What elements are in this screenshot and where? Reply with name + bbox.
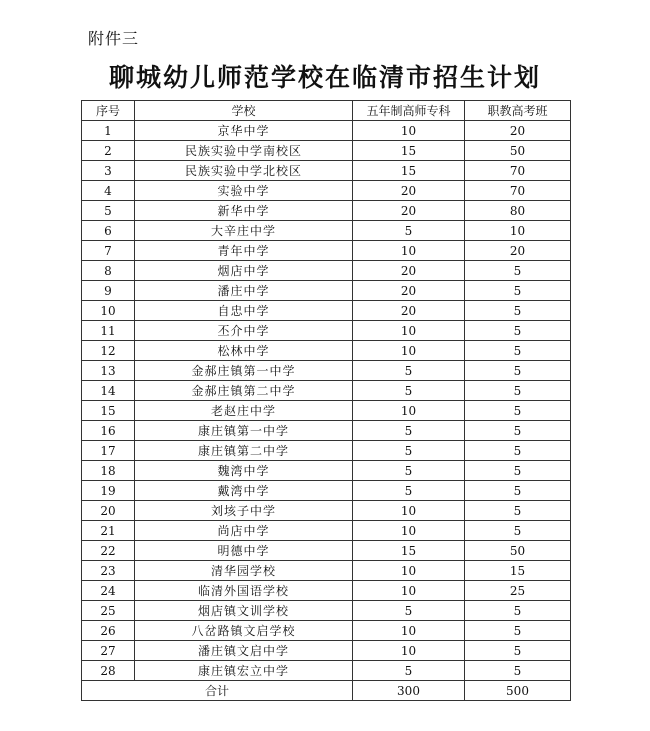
cell-vocational: 5 (465, 461, 571, 481)
cell-vocational: 50 (465, 541, 571, 561)
cell-index: 1 (82, 121, 135, 141)
cell-index: 7 (82, 241, 135, 261)
cell-school: 民族实验中学南校区 (135, 141, 353, 161)
cell-index: 27 (82, 641, 135, 661)
cell-school: 金郝庄镇第一中学 (135, 361, 353, 381)
cell-vocational: 20 (465, 241, 571, 261)
cell-five-year: 5 (353, 361, 465, 381)
cell-index: 6 (82, 221, 135, 241)
cell-five-year: 5 (353, 441, 465, 461)
cell-five-year: 15 (353, 161, 465, 181)
table-row (82, 601, 571, 621)
totals-five-year: 300 (353, 681, 465, 701)
cell-school: 八岔路镇文启学校 (135, 621, 353, 641)
cell-school: 康庄镇第二中学 (135, 441, 353, 461)
cell-vocational: 5 (465, 621, 571, 641)
cell-five-year: 15 (353, 141, 465, 161)
cell-vocational: 5 (465, 501, 571, 521)
cell-school: 青年中学 (135, 241, 353, 261)
table-row (82, 641, 571, 661)
cell-school: 实验中学 (135, 181, 353, 201)
cell-five-year: 10 (353, 341, 465, 361)
cell-vocational: 5 (465, 381, 571, 401)
cell-school: 刘垓子中学 (135, 501, 353, 521)
table-row (82, 621, 571, 641)
cell-vocational: 70 (465, 181, 571, 201)
header-index: 序号 (82, 101, 135, 121)
cell-five-year: 10 (353, 241, 465, 261)
table-body (82, 121, 571, 681)
table-row (82, 301, 571, 321)
table-row (82, 261, 571, 281)
totals-vocational: 500 (465, 681, 571, 701)
cell-school: 魏湾中学 (135, 461, 353, 481)
cell-school: 金郝庄镇第二中学 (135, 381, 353, 401)
cell-five-year: 10 (353, 641, 465, 661)
cell-index: 11 (82, 321, 135, 341)
cell-vocational: 5 (465, 401, 571, 421)
cell-vocational: 5 (465, 421, 571, 441)
table-row (82, 161, 571, 181)
cell-five-year: 5 (353, 661, 465, 681)
table-row (82, 661, 571, 681)
cell-index: 24 (82, 581, 135, 601)
totals-label: 合计 (82, 681, 353, 701)
table-row (82, 241, 571, 261)
cell-school: 烟店镇文训学校 (135, 601, 353, 621)
cell-vocational: 70 (465, 161, 571, 181)
cell-vocational: 5 (465, 321, 571, 341)
cell-school: 康庄镇第一中学 (135, 421, 353, 441)
table-row (82, 281, 571, 301)
cell-five-year: 10 (353, 321, 465, 341)
table-row (82, 541, 571, 561)
enrollment-plan-table (81, 100, 571, 701)
table-row (82, 581, 571, 601)
cell-vocational: 5 (465, 301, 571, 321)
cell-school: 丕介中学 (135, 321, 353, 341)
cell-five-year: 10 (353, 521, 465, 541)
cell-vocational: 5 (465, 281, 571, 301)
table-row (82, 401, 571, 421)
table-header-row (82, 101, 571, 121)
cell-index: 26 (82, 621, 135, 641)
cell-index: 4 (82, 181, 135, 201)
cell-vocational: 20 (465, 121, 571, 141)
cell-vocational: 5 (465, 481, 571, 501)
table-row (82, 561, 571, 581)
table-row (82, 381, 571, 401)
cell-vocational: 15 (465, 561, 571, 581)
cell-five-year: 20 (353, 201, 465, 221)
table-row (82, 521, 571, 541)
cell-school: 康庄镇宏立中学 (135, 661, 353, 681)
cell-index: 22 (82, 541, 135, 561)
totals-row (82, 681, 571, 701)
header-vocational: 职教高考班 (465, 101, 571, 121)
cell-vocational: 25 (465, 581, 571, 601)
cell-vocational: 50 (465, 141, 571, 161)
cell-index: 16 (82, 421, 135, 441)
cell-index: 10 (82, 301, 135, 321)
cell-vocational: 5 (465, 661, 571, 681)
table-row (82, 441, 571, 461)
table-row (82, 501, 571, 521)
table-row (82, 141, 571, 161)
cell-five-year: 10 (353, 621, 465, 641)
cell-school: 戴湾中学 (135, 481, 353, 501)
cell-vocational: 5 (465, 361, 571, 381)
cell-school: 清华园学校 (135, 561, 353, 581)
table-row (82, 181, 571, 201)
cell-index: 8 (82, 261, 135, 281)
cell-five-year: 20 (353, 261, 465, 281)
cell-vocational: 5 (465, 601, 571, 621)
cell-index: 2 (82, 141, 135, 161)
cell-vocational: 5 (465, 641, 571, 661)
cell-five-year: 20 (353, 181, 465, 201)
cell-five-year: 5 (353, 461, 465, 481)
table-row (82, 201, 571, 221)
cell-index: 13 (82, 361, 135, 381)
cell-index: 19 (82, 481, 135, 501)
cell-school: 明德中学 (135, 541, 353, 561)
cell-five-year: 10 (353, 401, 465, 421)
cell-school: 老赵庄中学 (135, 401, 353, 421)
cell-five-year: 10 (353, 581, 465, 601)
cell-school: 新华中学 (135, 201, 353, 221)
cell-vocational: 5 (465, 521, 571, 541)
cell-index: 12 (82, 341, 135, 361)
cell-index: 3 (82, 161, 135, 181)
cell-index: 14 (82, 381, 135, 401)
cell-vocational: 10 (465, 221, 571, 241)
cell-vocational: 5 (465, 441, 571, 461)
cell-vocational: 80 (465, 201, 571, 221)
cell-vocational: 5 (465, 341, 571, 361)
cell-index: 18 (82, 461, 135, 481)
cell-index: 21 (82, 521, 135, 541)
cell-five-year: 10 (353, 501, 465, 521)
cell-five-year: 10 (353, 561, 465, 581)
cell-index: 20 (82, 501, 135, 521)
cell-index: 25 (82, 601, 135, 621)
cell-index: 15 (82, 401, 135, 421)
cell-five-year: 10 (353, 121, 465, 141)
cell-index: 5 (82, 201, 135, 221)
cell-index: 17 (82, 441, 135, 461)
cell-five-year: 20 (353, 281, 465, 301)
cell-school: 潘庄镇文启中学 (135, 641, 353, 661)
table-row (82, 221, 571, 241)
cell-five-year: 5 (353, 381, 465, 401)
cell-school: 烟店中学 (135, 261, 353, 281)
table-row (82, 461, 571, 481)
cell-index: 9 (82, 281, 135, 301)
table-row (82, 361, 571, 381)
table-row (82, 121, 571, 141)
table-row (82, 341, 571, 361)
cell-school: 尚店中学 (135, 521, 353, 541)
table-row (82, 421, 571, 441)
cell-index: 23 (82, 561, 135, 581)
cell-index: 28 (82, 661, 135, 681)
cell-school: 松林中学 (135, 341, 353, 361)
cell-school: 潘庄中学 (135, 281, 353, 301)
attachment-label: 附件三 (88, 29, 140, 48)
cell-school: 民族实验中学北校区 (135, 161, 353, 181)
cell-school: 京华中学 (135, 121, 353, 141)
cell-school: 临清外国语学校 (135, 581, 353, 601)
cell-vocational: 5 (465, 261, 571, 281)
cell-school: 大辛庄中学 (135, 221, 353, 241)
cell-five-year: 20 (353, 301, 465, 321)
page-title: 聊城幼儿师范学校在临清市招生计划 (108, 63, 541, 92)
cell-five-year: 5 (353, 601, 465, 621)
cell-five-year: 15 (353, 541, 465, 561)
cell-five-year: 5 (353, 221, 465, 241)
table-row (82, 481, 571, 501)
header-five-year: 五年制高师专科 (353, 101, 465, 121)
table-row (82, 321, 571, 341)
header-school: 学校 (135, 101, 353, 121)
cell-school: 自忠中学 (135, 301, 353, 321)
cell-five-year: 5 (353, 421, 465, 441)
cell-five-year: 5 (353, 481, 465, 501)
